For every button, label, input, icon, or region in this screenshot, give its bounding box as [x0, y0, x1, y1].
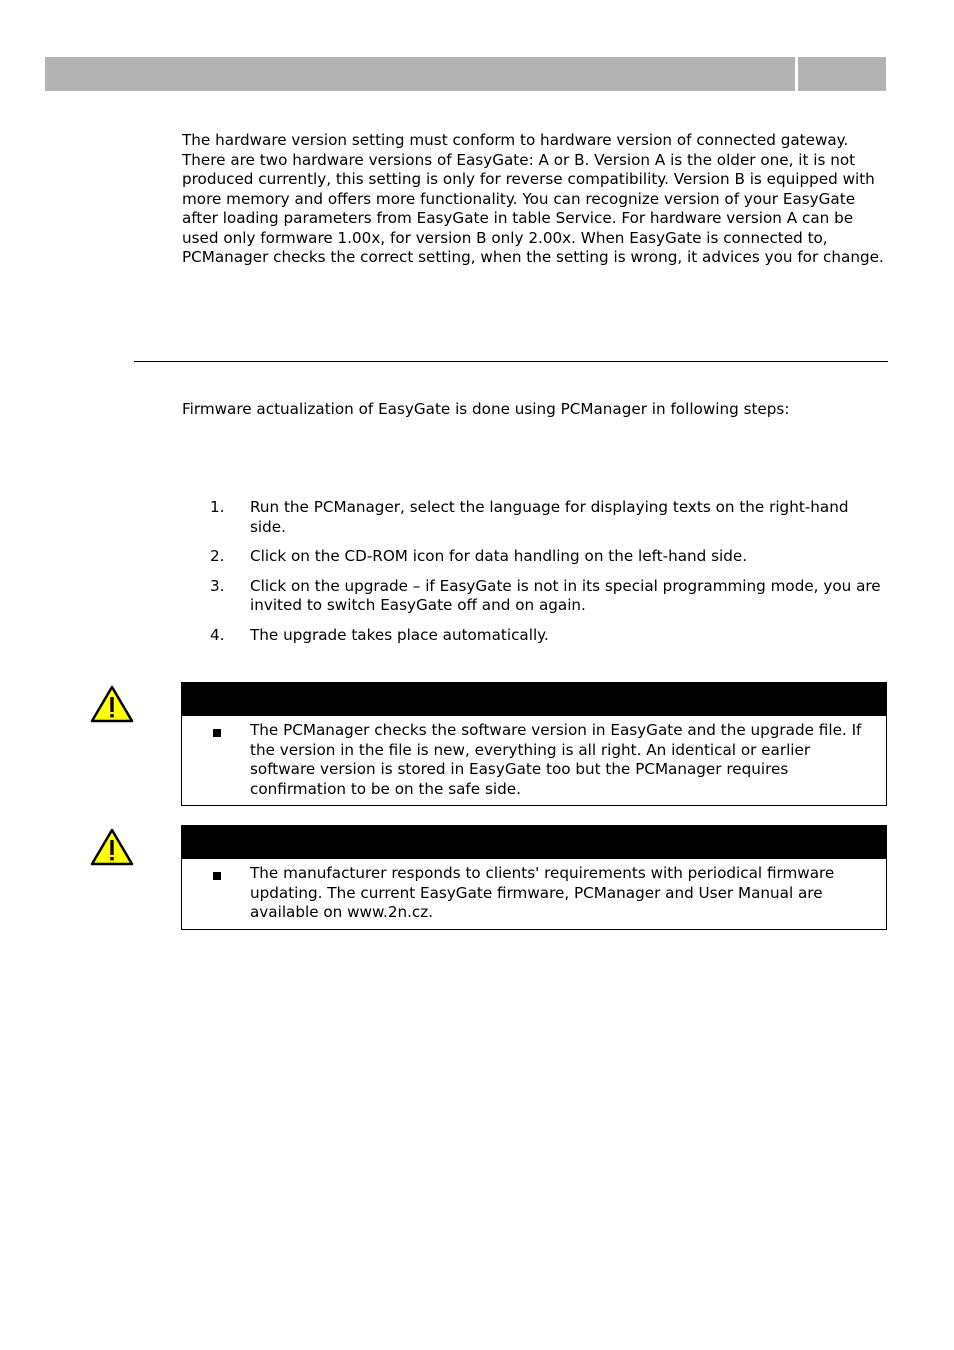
square-bullet-icon: [213, 872, 221, 880]
list-item: [182, 547, 888, 567]
step-number: 4.: [210, 625, 225, 644]
note-header-bar: [182, 826, 886, 859]
hardware-version-paragraph: The hardware version setting must conform to hardware version of connected gateway. There are two hardware versions of EasyGate: A or B. Version A is the older one, it is not produced currently, this setting is only for reverse compatibility. Version B is equipped with more memory and offers more functionality. You can recognize version of your EasyGate after loading parameters from EasyGate in table Service. For hardware version A can be used only formware 1.00x, for version B only 2.00x. When EasyGate is connected to, PCManager checks the correct setting, when the setting is wrong, it advices you for change.: [182, 131, 884, 266]
page-header-divider: [795, 57, 798, 91]
warning-triangle-icon: [90, 685, 134, 723]
firmware-intro-paragraph: Firmware actualization of EasyGate is done using PCManager in following steps:: [182, 400, 790, 418]
note-text: The manufacturer responds to clients' requirements with periodical firmware updating. The current EasyGate firmware, PCManager and User Manual are available on www.2n.cz.: [250, 864, 835, 921]
step-number: 3.: [210, 576, 225, 595]
note-body: [182, 859, 886, 929]
step-text: The upgrade takes place automatically.: [250, 625, 549, 644]
list-item: [182, 577, 888, 616]
square-bullet-icon: [213, 729, 221, 737]
note-header-bar: [182, 683, 886, 716]
section-divider: [134, 361, 888, 362]
note-box: [181, 682, 887, 806]
upgrade-steps-list: [182, 498, 888, 655]
page-header-bar: [45, 57, 886, 91]
step-number: 2.: [210, 547, 225, 565]
step-text: Click on the upgrade – if EasyGate is not in its special programming mode, you are invited to switch EasyGate off and on again.: [250, 576, 881, 614]
step-number: 1.: [210, 498, 225, 516]
warning-triangle-icon: [90, 828, 134, 866]
note-text: The PCManager checks the software version in EasyGate and the upgrade file. If the version in the file is new, everything is all right. An identical or earlier software version is stored in EasyGate too but the PCManager requires confirmation to be on the safe side.: [250, 721, 862, 798]
note-box: [181, 825, 887, 930]
note-body: [182, 716, 886, 805]
step-text: Click on the CD-ROM icon for data handling on the left-hand side.: [250, 547, 748, 565]
list-item: [182, 626, 888, 646]
list-item: [182, 498, 888, 537]
step-text: Run the PCManager, select the language for displaying texts on the right-hand side.: [250, 498, 849, 536]
